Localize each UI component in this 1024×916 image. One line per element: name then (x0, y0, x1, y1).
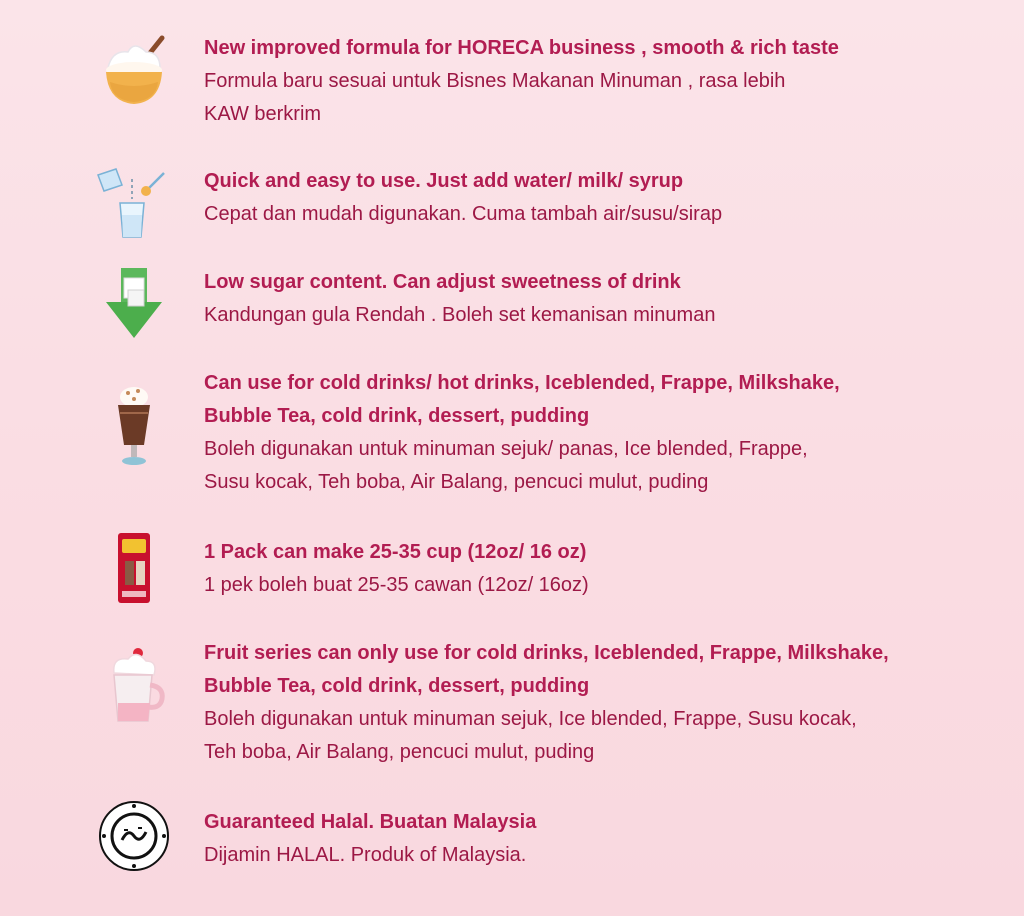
feature-title: 1 Pack can make 25-35 cup (12oz/ 16 oz) (204, 541, 587, 563)
feature-title: Low sugar content. Can adjust sweetness of drink (204, 271, 681, 293)
feature-subtitle: Dijamin HALAL. Produk of Malaysia. (204, 844, 527, 866)
low-sugar-arrow-icon (92, 266, 176, 342)
feature-title: Guaranteed Halal. Buatan Malaysia (204, 811, 537, 833)
cream-bowl-icon (92, 32, 176, 108)
feature-title: Fruit series can only use for cold drinks, Iceblended, Frappe, Milkshake, (204, 642, 889, 664)
feature-subtitle: Cepat dan mudah digunakan. Cuma tambah air/susu/sirap (204, 203, 723, 225)
feature-title: Can use for cold drinks/ hot drinks, Iceblended, Frappe, Milkshake, (204, 372, 840, 394)
mixing-glass-icon (92, 165, 176, 241)
feature-title: Bubble Tea, cold drink, dessert, pudding (204, 405, 590, 427)
halal-logo-icon (92, 798, 176, 874)
feature-title: Quick and easy to use. Just add water/ milk/ syrup (204, 170, 684, 192)
frappe-glass-icon (92, 383, 176, 467)
feature-subtitle: Boleh digunakan untuk minuman sejuk/ panas, Ice blended, Frappe, (204, 438, 808, 460)
product-pack-icon (92, 530, 176, 606)
feature-title: New improved formula for HORECA business , smooth & rich taste (204, 37, 839, 59)
feature-title: Bubble Tea, cold drink, dessert, pudding (204, 675, 590, 697)
feature-subtitle: 1 pek boleh buat 25-35 cawan (12oz/ 16oz) (204, 574, 589, 596)
feature-subtitle: Susu kocak, Teh boba, Air Balang, pencuci mulut, puding (204, 471, 709, 493)
feature-subtitle: Boleh digunakan untuk minuman sejuk, Ice blended, Frappe, Susu kocak, (204, 708, 857, 730)
feature-subtitle: KAW berkrim (204, 103, 322, 125)
feature-subtitle: Kandungan gula Rendah . Boleh set kemanisan minuman (204, 304, 716, 326)
fruit-mug-icon (92, 643, 176, 727)
feature-subtitle: Teh boba, Air Balang, pencuci mulut, puding (204, 741, 595, 763)
feature-subtitle: Formula baru sesuai untuk Bisnes Makanan Minuman , rasa lebih (204, 70, 786, 92)
